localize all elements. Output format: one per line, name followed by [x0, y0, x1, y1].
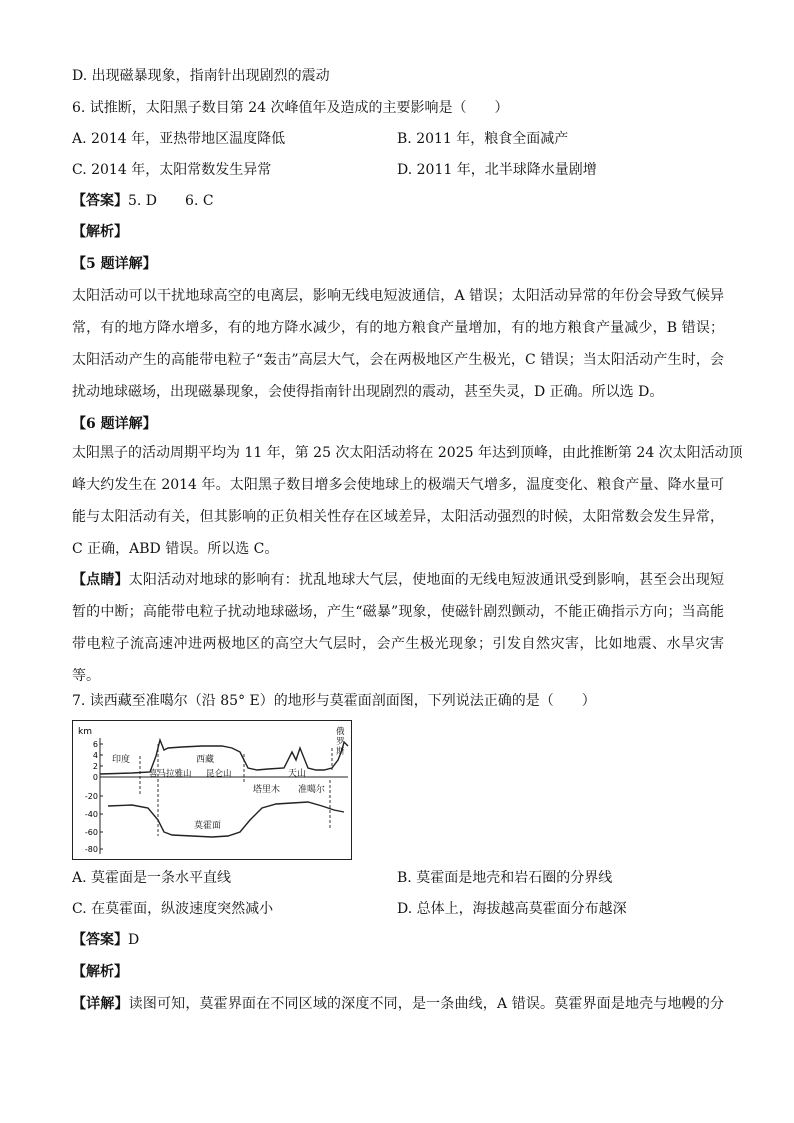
- q6-detail-tag: 【6 题详解】: [72, 416, 157, 432]
- profile-diagram: [72, 720, 352, 860]
- analysis-label: 【解析】: [72, 224, 128, 240]
- tick-label: 2: [92, 762, 98, 771]
- tip-line: 等。: [72, 668, 100, 684]
- tip-line: 带电粒子流高速冲进两极地区的高空大气层时，会产生极光现象；引发自然灾害，比如地震、水旱灾害: [72, 636, 724, 652]
- q7-detail-line: [72, 994, 724, 1014]
- label-russia: 俄: [336, 727, 345, 737]
- label-moho: 莫霍面: [194, 821, 222, 831]
- tip-line-text: 太阳活动对地球的影响有：扰乱地球大气层，使地面的无线电短波通讯受到影响，甚至会出现短: [128, 572, 725, 588]
- q7-option-b: B. 莫霍面是地壳和岩石圈的分界线: [397, 870, 613, 886]
- tick-label: 6: [92, 740, 98, 749]
- q6-option-a: A. 2014 年，亚热带地区温度降低: [72, 131, 286, 147]
- label-india: 印度: [112, 755, 131, 765]
- q6-option-c: C. 2014 年，太阳常数发生异常: [72, 162, 272, 178]
- q6-option-b: B. 2011 年，粮食全面减产: [397, 131, 569, 147]
- tick-label: -40: [84, 810, 98, 819]
- q5-detail-line: 太阳活动产生的高能带电粒子“轰击”高层大气，会在两极地区产生极光，C 错误；当太阳活动产生时，会: [72, 352, 724, 368]
- tick-label: -20: [84, 792, 98, 801]
- tip-line: 暂的中断；高能带电粒子扰动地球磁场，产生“磁暴”现象，使磁针剧烈颤动，不能正确指示方向；当高能: [72, 604, 724, 620]
- tip-line: [72, 570, 724, 590]
- q6-option-d: D. 2011 年，北半球降水量剧增: [397, 162, 597, 178]
- answer-7: [72, 930, 724, 950]
- tick-label: 4: [92, 751, 98, 760]
- q7-option-d: D. 总体上，海拔越高莫霍面分布越深: [397, 901, 627, 917]
- analysis-label: 【解析】: [72, 964, 128, 980]
- q6-stem: 6. 试推断，太阳黑子数目第 24 次峰值年及造成的主要影响是（ ）: [72, 100, 509, 116]
- q5-detail-tag: 【5 题详解】: [72, 256, 157, 272]
- tick-label: 0: [92, 773, 98, 782]
- label-russia: 斯: [336, 747, 345, 757]
- q5-detail-line: 太阳活动可以干扰地球高空的电离层，影响无线电短波通信，A 错误；太阳活动异常的年份会导致气候异: [72, 288, 724, 304]
- label-himalaya: 喜马拉雅山: [149, 769, 192, 779]
- answer-5-6: [72, 191, 724, 211]
- label-tianshan: 天山: [288, 769, 307, 779]
- tick-label: -80: [84, 845, 98, 854]
- q7-detail-tag: 【详解】: [72, 996, 129, 1012]
- tick-label: -60: [84, 828, 98, 837]
- q7-option-a: A. 莫霍面是一条水平直线: [72, 870, 232, 886]
- q7-stem: 7. 读西藏至准噶尔（沿 85° E）的地形与莫霍面剖面图，下列说法正确的是（ ）: [72, 693, 596, 709]
- q6-detail-line: C 正确，ABD 错误。所以选 C。: [72, 541, 279, 557]
- q5-detail-line: 扰动地球磁场，出现磁暴现象，会使得指南针出现剧烈的震动，甚至失灵，D 正确。所以选 D。: [72, 384, 664, 400]
- label-xizang: 西藏: [196, 755, 215, 765]
- label-junggar: 准噶尔: [298, 785, 326, 795]
- q6-detail-line: 能与太阳活动有关，但其影响的正负相关性存在区域差异，太阳活动强烈的时候，太阳常数会发生异常，: [72, 509, 724, 525]
- unit-label: km: [78, 727, 92, 737]
- tip-tag: 【点睛】: [72, 572, 129, 588]
- answer-text: 5. D 6. C: [128, 193, 214, 209]
- profile-figure: [72, 720, 352, 860]
- answer-tag: 【答案】: [72, 193, 128, 209]
- answer-text: D: [128, 932, 140, 948]
- label-russia: 罗: [336, 737, 345, 747]
- label-tarim: 塔里木: [253, 785, 281, 795]
- q5-option-d: D. 出现磁暴现象，指南针出现剧烈的震动: [72, 68, 330, 84]
- q6-detail-line: 峰大约发生在 2014 年。太阳黑子数目增多会使地球上的极端天气增多，温度变化、粮食产量、降水量可: [72, 477, 724, 493]
- label-kunlun: 昆仑山: [206, 769, 232, 779]
- answer-tag: 【答案】: [72, 932, 128, 948]
- q7-detail-text: 读图可知，莫霍界面在不同区域的深度不同，是一条曲线，A 错误。莫霍界面是地壳与地幔的分: [128, 996, 725, 1012]
- q5-detail-line: 常，有的地方降水增多，有的地方降水减少，有的地方粮食产量增加，有的地方粮食产量减少，B 错误；: [72, 320, 724, 336]
- q6-detail-line: 太阳黑子的活动周期平均为 11 年，第 25 次太阳活动将在 2025 年达到顶峰，由此推断第 24 次太阳活动顶: [72, 445, 743, 461]
- q7-option-c: C. 在莫霍面，纵波速度突然减小: [72, 901, 274, 917]
